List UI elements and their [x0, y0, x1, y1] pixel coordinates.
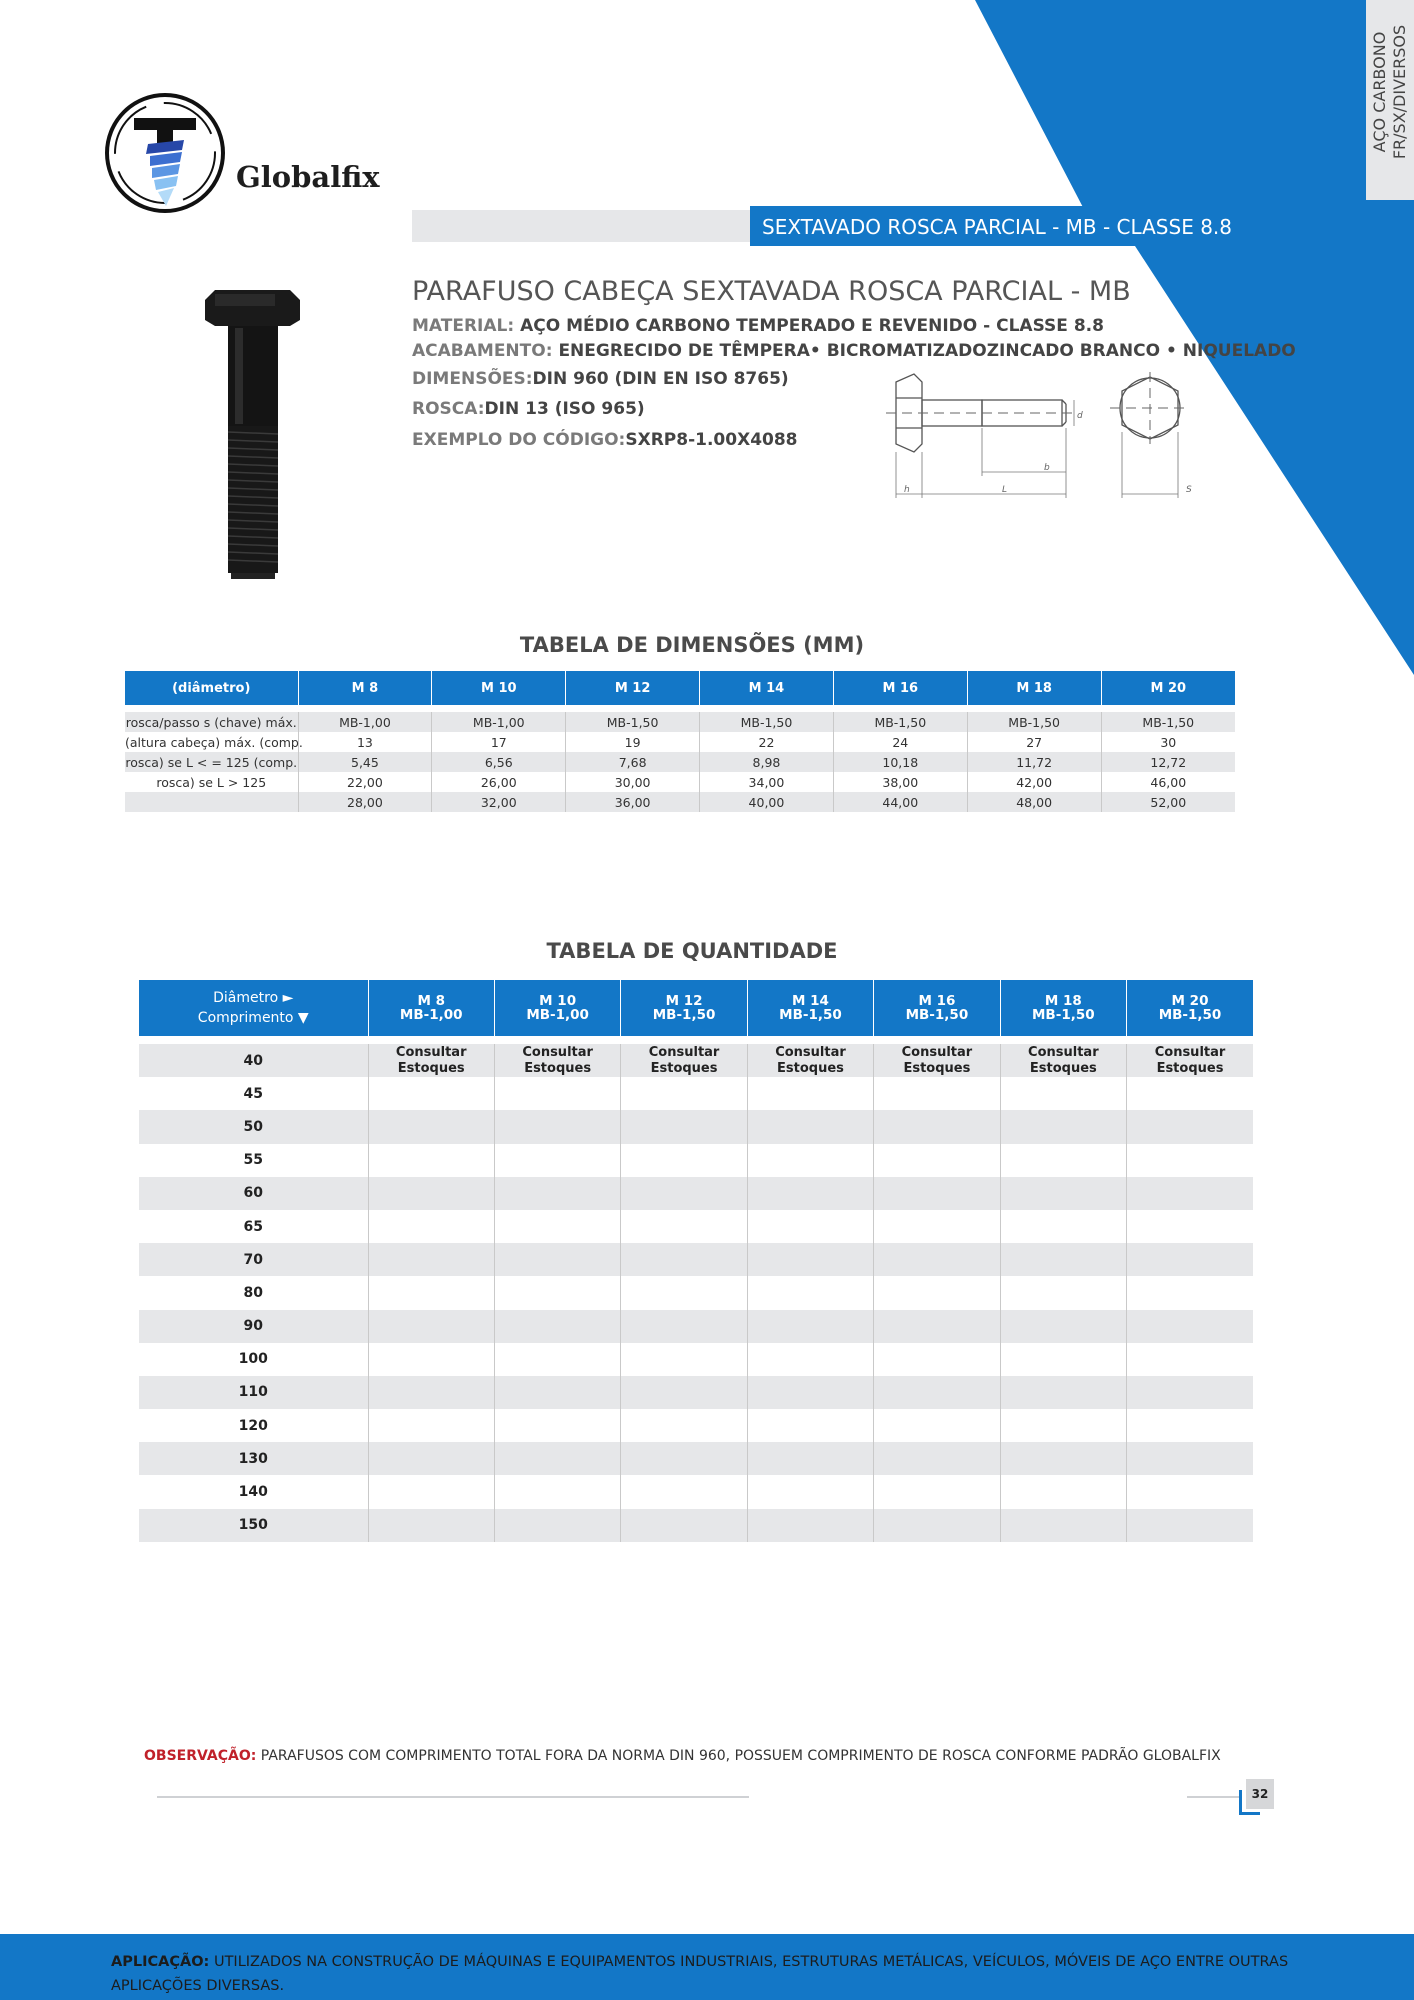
stock-label: Estoques [903, 1060, 971, 1076]
pitch-label: MB-1,50 [779, 1007, 842, 1023]
quantity-cell [874, 1177, 1000, 1210]
dimension-row [125, 732, 1235, 752]
dimension-cell: MB-1,00 [432, 712, 566, 732]
dimension-cell: 19 [566, 732, 700, 752]
length-label: 130 [139, 1442, 368, 1475]
dimension-header-size: M 16 [833, 671, 967, 705]
product-title: PARAFUSO CABEÇA SEXTAVADA ROSCA PARCIAL - MB [412, 276, 1131, 307]
quantity-cell [494, 1077, 620, 1110]
quantity-cell [621, 1409, 747, 1442]
size-label: M 12 [665, 993, 703, 1009]
dimension-row-label: (altura cabeça) máx. (comp. [125, 734, 303, 750]
quantity-cell [874, 1044, 1000, 1077]
quantity-cell [747, 1509, 873, 1542]
category-side-tab [1366, 0, 1414, 200]
drawing-label-l: L [1002, 485, 1008, 495]
dimension-cell: 46,00 [1101, 772, 1235, 792]
quantity-table-title: TABELA DE QUANTIDADE [546, 939, 838, 963]
length-label: 70 [139, 1243, 368, 1276]
quantity-cell [874, 1310, 1000, 1343]
quantity-cell [1127, 1343, 1253, 1376]
quantity-cell [1127, 1442, 1253, 1475]
consult-label: Consultar [1028, 1044, 1099, 1060]
dimension-cell: 32,00 [432, 792, 566, 812]
quantity-cell [368, 1177, 494, 1210]
observation-text: PARAFUSOS COM COMPRIMENTO TOTAL FORA DA NORMA DIN 960, POSSUEM COMPRIMENTO DE ROSCA CONFORME PADRÃO GLOBALFIX [256, 1748, 1221, 1764]
dimension-row-label: rosca) se L < = 125 (comp. [125, 752, 298, 772]
size-label: M 16 [918, 993, 956, 1009]
size-label: M 18 [1044, 993, 1082, 1009]
divider-line-left [157, 1796, 749, 1798]
quantity-table-header [139, 980, 1253, 1036]
quantity-cell [1000, 1210, 1126, 1243]
dimension-row [125, 772, 1235, 792]
dimension-cell: MB-1,50 [700, 712, 834, 732]
consult-label: Consultar [648, 1044, 720, 1060]
quantity-cell [368, 1310, 494, 1343]
quantity-cell [621, 1110, 747, 1143]
quantity-cell [494, 1276, 620, 1309]
length-label: 65 [243, 1218, 263, 1235]
dimension-cell: MB-1,50 [566, 712, 700, 732]
drawing-label-b: b [1044, 463, 1050, 473]
quantity-cell [747, 1144, 873, 1177]
divider-line-right [1187, 1796, 1239, 1798]
dimension-cell: 40,00 [700, 792, 834, 812]
length-label: 40 [139, 1044, 368, 1077]
stock-label: Estoques [650, 1060, 718, 1076]
length-label: 90 [139, 1310, 368, 1343]
dimension-cell: 26,00 [432, 772, 566, 792]
quantity-cell [368, 1077, 494, 1110]
quantity-cell [1000, 1243, 1126, 1276]
dimension-cell: MB-1,50 [833, 712, 967, 732]
material-label: MATERIAL: [412, 316, 521, 336]
quantity-cell [621, 1077, 747, 1110]
consult-label: Consultar [395, 1044, 467, 1060]
series-title: SEXTAVADO ROSCA PARCIAL - MB - CLASSE 8.8 [762, 215, 1232, 239]
quantity-cell [494, 1044, 620, 1077]
application-label: APLICAÇÃO: [111, 1954, 210, 1970]
quantity-cell [747, 1177, 873, 1210]
dimension-table-title: TABELA DE DIMENSÕES (MM) [519, 633, 865, 657]
pitch-label: MB-1,50 [905, 1007, 969, 1023]
acabamento-value: ENEGRECIDO DE TÊMPERA• BICROMATIZADOZINCADO BRANCO • NIQUELADO [558, 341, 1296, 361]
quantity-row [139, 1409, 1253, 1442]
dimension-header-size: M 10 [432, 671, 566, 705]
length-label: 120 [238, 1417, 268, 1434]
quantity-cell [747, 1442, 873, 1475]
consult-label: Consultar [1154, 1044, 1226, 1060]
quantity-row [139, 1475, 1253, 1508]
dimension-header-size: M 12 [566, 671, 700, 705]
quantity-cell [874, 1442, 1000, 1475]
dimension-row-label: rosca) se L > 125 [156, 774, 267, 790]
length-label: 60 [139, 1177, 368, 1210]
quantity-cell [368, 1343, 494, 1376]
quantity-cell [368, 1509, 494, 1542]
quantity-cell [1127, 1243, 1253, 1276]
dimension-row [125, 752, 1235, 772]
size-label: M 14 [792, 993, 829, 1009]
quantity-cell [1000, 1110, 1126, 1143]
quantity-header-size [747, 980, 873, 1036]
quantity-cell [494, 1210, 620, 1243]
length-label: 110 [139, 1376, 368, 1409]
quantity-cell [874, 1077, 1000, 1110]
series-title-bar [750, 206, 1240, 246]
quantity-cell [1127, 1276, 1253, 1309]
quantity-cell [494, 1144, 620, 1177]
quantity-cell [1127, 1044, 1253, 1077]
codigo-label: EXEMPLO DO CÓDIGO: [412, 430, 626, 450]
dimension-cell: 36,00 [566, 792, 700, 812]
observation-label: OBSERVAÇÃO: [144, 1748, 257, 1764]
quantity-cell [1000, 1077, 1126, 1110]
page-number: 32 [1246, 1779, 1274, 1809]
dimension-cell: 52,00 [1101, 792, 1235, 812]
observation-note [144, 1748, 1221, 1764]
quantity-cell [621, 1144, 747, 1177]
quantity-cell [747, 1243, 873, 1276]
quantity-cell [747, 1210, 873, 1243]
rosca-value: DIN 13 (ISO 965) [484, 399, 645, 419]
quantity-cell [494, 1310, 620, 1343]
dimension-cell: MB-1,00 [298, 712, 432, 732]
quantity-row [139, 1376, 1253, 1409]
quantity-cell [1127, 1310, 1253, 1343]
size-label: M 20 [1171, 993, 1209, 1009]
quantity-cell [621, 1310, 747, 1343]
quantity-cell [1000, 1343, 1126, 1376]
quantity-row [139, 1243, 1253, 1276]
pitch-label: MB-1,50 [1032, 1007, 1095, 1023]
dimension-cell: 42,00 [967, 772, 1101, 792]
quantity-cell [494, 1243, 620, 1276]
quantity-row [139, 1044, 1253, 1077]
dimension-cell: 24 [833, 732, 967, 752]
quantity-cell [1000, 1376, 1126, 1409]
length-label: 50 [139, 1110, 368, 1143]
size-label: M 8 [417, 993, 445, 1009]
dimension-cell: 10,18 [833, 752, 967, 772]
quantity-cell [494, 1442, 620, 1475]
quantity-cell [494, 1475, 620, 1508]
dimension-header-size: M 8 [298, 671, 432, 705]
bolt-photo [195, 288, 310, 588]
quantity-cell [1000, 1509, 1126, 1542]
quantity-cell [1000, 1044, 1126, 1077]
quantity-cell [874, 1509, 1000, 1542]
dimension-cell: 28,00 [298, 792, 432, 812]
quantity-cell [1127, 1144, 1253, 1177]
length-label: 80 [243, 1284, 263, 1301]
quantity-cell [621, 1044, 747, 1077]
quantity-cell [874, 1409, 1000, 1442]
quantity-cell [1000, 1475, 1126, 1508]
quantity-cell [621, 1177, 747, 1210]
consult-label: Consultar [522, 1044, 593, 1060]
quantity-cell [368, 1044, 494, 1077]
dimension-table-header [125, 671, 1235, 705]
drawing-label-s: S [1186, 485, 1192, 495]
quantity-row [139, 1077, 1253, 1110]
quantity-cell [1127, 1376, 1253, 1409]
dimension-cell: 48,00 [967, 792, 1101, 812]
quantity-cell [368, 1276, 494, 1309]
dimension-row-label [125, 792, 298, 812]
corner-diameter-label: Diâmetro ► [213, 990, 294, 1006]
quantity-cell [494, 1409, 620, 1442]
quantity-cell [874, 1376, 1000, 1409]
quantity-row [139, 1276, 1253, 1309]
quantity-row [139, 1442, 1253, 1475]
quantity-cell [368, 1442, 494, 1475]
dimension-cell: 12,72 [1101, 752, 1235, 772]
quantity-corner-header [139, 980, 368, 1036]
quantity-cell [621, 1343, 747, 1376]
quantity-cell [1000, 1442, 1126, 1475]
quantity-cell [368, 1475, 494, 1508]
quantity-row [139, 1310, 1253, 1343]
stock-label: Estoques [524, 1060, 592, 1076]
quantity-header-size [494, 980, 620, 1036]
dimension-cell: 8,98 [700, 752, 834, 772]
quantity-cell [747, 1110, 873, 1143]
quantity-cell [494, 1110, 620, 1143]
quantity-cell [368, 1144, 494, 1177]
dimension-cell: 38,00 [833, 772, 967, 792]
stock-label: Estoques [397, 1060, 465, 1076]
dimension-cell: 22 [700, 732, 834, 752]
size-label: M 10 [539, 993, 577, 1009]
pitch-label: MB-1,50 [1158, 1007, 1222, 1023]
quantity-cell [368, 1243, 494, 1276]
quantity-cell [1127, 1475, 1253, 1508]
dimension-cell: 30 [1101, 732, 1235, 752]
quantity-table [139, 980, 1253, 1542]
brand-logo-icon [102, 90, 228, 216]
quantity-cell [1127, 1409, 1253, 1442]
dimensoes-label: DIMENSÕES: [412, 369, 533, 389]
application-note [111, 1950, 1311, 1998]
quantity-cell [368, 1210, 494, 1243]
dimension-cell: 34,00 [700, 772, 834, 792]
quantity-cell [621, 1243, 747, 1276]
quantity-header-size [1127, 980, 1253, 1036]
stock-label: Estoques [1029, 1060, 1097, 1076]
quantity-cell [1000, 1144, 1126, 1177]
length-label: 45 [243, 1085, 263, 1102]
quantity-cell [621, 1442, 747, 1475]
quantity-cell [874, 1475, 1000, 1508]
category-line-2: FR/SX/DIVERSOS [1390, 24, 1409, 160]
quantity-cell [1127, 1077, 1253, 1110]
quantity-cell [747, 1077, 873, 1110]
stock-label: Estoques [1156, 1060, 1224, 1076]
dimension-cell: 30,00 [566, 772, 700, 792]
material-value: AÇO MÉDIO CARBONO TEMPERADO E REVENIDO - CLASSE 8.8 [520, 316, 1104, 336]
dimension-cell: MB-1,50 [967, 712, 1101, 732]
dimension-row [125, 712, 1235, 732]
application-text: UTILIZADOS NA CONSTRUÇÃO DE MÁQUINAS E EQUIPAMENTOS INDUSTRIAIS, ESTRUTURAS METÁLICAS, VEÍCULOS, MÓVEIS DE AÇO ENTRE OUTRAS APLICAÇÕES DIVERSAS. [111, 1954, 1289, 1994]
quantity-cell [494, 1509, 620, 1542]
quantity-cell [1127, 1110, 1253, 1143]
length-label: 100 [238, 1351, 268, 1368]
quantity-cell [494, 1343, 620, 1376]
material-line [412, 316, 1104, 336]
quantity-cell [747, 1343, 873, 1376]
pitch-label: MB-1,00 [526, 1007, 589, 1023]
quantity-cell [874, 1110, 1000, 1143]
dimension-row-label: rosca/passo s (chave) máx. [125, 712, 298, 732]
quantity-row [139, 1144, 1253, 1177]
dimension-cell: MB-1,50 [1101, 712, 1235, 732]
quantity-row [139, 1509, 1253, 1542]
dimensoes-line [412, 369, 789, 389]
acabamento-label: ACABAMENTO: [412, 341, 559, 361]
quantity-cell [747, 1475, 873, 1508]
length-label: 150 [139, 1509, 368, 1542]
dimension-cell: 27 [967, 732, 1101, 752]
quantity-cell [368, 1110, 494, 1143]
quantity-cell [1000, 1310, 1126, 1343]
quantity-row [139, 1177, 1253, 1210]
corner-length-label: Comprimento ▼ [197, 1010, 309, 1026]
dimension-cell: 13 [298, 732, 432, 752]
dimensoes-value: DIN 960 (DIN EN ISO 8765) [532, 369, 789, 389]
quantity-cell [494, 1376, 620, 1409]
stock-label: Estoques [777, 1060, 844, 1076]
quantity-cell [874, 1343, 1000, 1376]
quantity-cell [747, 1310, 873, 1343]
quantity-cell [747, 1276, 873, 1309]
quantity-cell [621, 1376, 747, 1409]
quantity-cell [747, 1376, 873, 1409]
quantity-cell [368, 1376, 494, 1409]
quantity-cell [874, 1144, 1000, 1177]
quantity-cell [874, 1276, 1000, 1309]
dimension-cell: 44,00 [833, 792, 967, 812]
consult-label: Consultar [775, 1044, 846, 1060]
quantity-header-size [1000, 980, 1126, 1036]
dimension-header-size: M 20 [1101, 671, 1235, 705]
quantity-cell [1000, 1177, 1126, 1210]
quantity-cell [747, 1409, 873, 1442]
quantity-cell [1127, 1509, 1253, 1542]
quantity-header-size [368, 980, 494, 1036]
codigo-line [412, 430, 798, 450]
dimension-row [125, 792, 1235, 812]
quantity-cell [1000, 1409, 1126, 1442]
dimension-cell: 7,68 [566, 752, 700, 772]
quantity-row [139, 1210, 1253, 1243]
quantity-header-size [874, 980, 1000, 1036]
quantity-cell [621, 1509, 747, 1542]
dimension-cell: 22,00 [298, 772, 432, 792]
quantity-cell [368, 1409, 494, 1442]
drawing-label-d: d [1077, 411, 1083, 421]
quantity-cell [874, 1210, 1000, 1243]
quantity-header-size [621, 980, 747, 1036]
quantity-cell [1127, 1210, 1253, 1243]
quantity-cell [747, 1044, 873, 1077]
brand-name: Globalfix [236, 160, 380, 194]
dimension-cell: 6,56 [432, 752, 566, 772]
dimension-cell: 11,72 [967, 752, 1101, 772]
dimension-header-size: M 18 [967, 671, 1101, 705]
rosca-line [412, 399, 645, 419]
dimension-cell: 5,45 [298, 752, 432, 772]
quantity-cell [621, 1475, 747, 1508]
quantity-row [139, 1110, 1253, 1143]
dimension-cell: 17 [432, 732, 566, 752]
quantity-cell [1000, 1276, 1126, 1309]
quantity-cell [621, 1210, 747, 1243]
quantity-cell [494, 1177, 620, 1210]
category-line-1: AÇO CARBONO [1370, 31, 1389, 153]
dimension-header-diameter: (diâmetro) [125, 671, 298, 705]
quantity-cell [621, 1276, 747, 1309]
pitch-label: MB-1,50 [652, 1007, 716, 1023]
length-label: 140 [238, 1484, 268, 1501]
quantity-cell [874, 1243, 1000, 1276]
dimension-header-size: M 14 [700, 671, 834, 705]
acabamento-line [412, 341, 1296, 361]
rosca-label: ROSCA: [412, 399, 485, 419]
title-bar-background [412, 210, 752, 242]
length-label: 55 [243, 1152, 263, 1169]
drawing-label-h: h [904, 485, 910, 495]
pitch-label: MB-1,00 [399, 1007, 463, 1023]
technical-drawing [878, 372, 1238, 502]
quantity-row [139, 1343, 1253, 1376]
dimension-table [125, 671, 1235, 812]
codigo-value: SXRP8-1.00X4088 [625, 430, 798, 450]
consult-label: Consultar [901, 1044, 973, 1060]
quantity-cell [1127, 1177, 1253, 1210]
